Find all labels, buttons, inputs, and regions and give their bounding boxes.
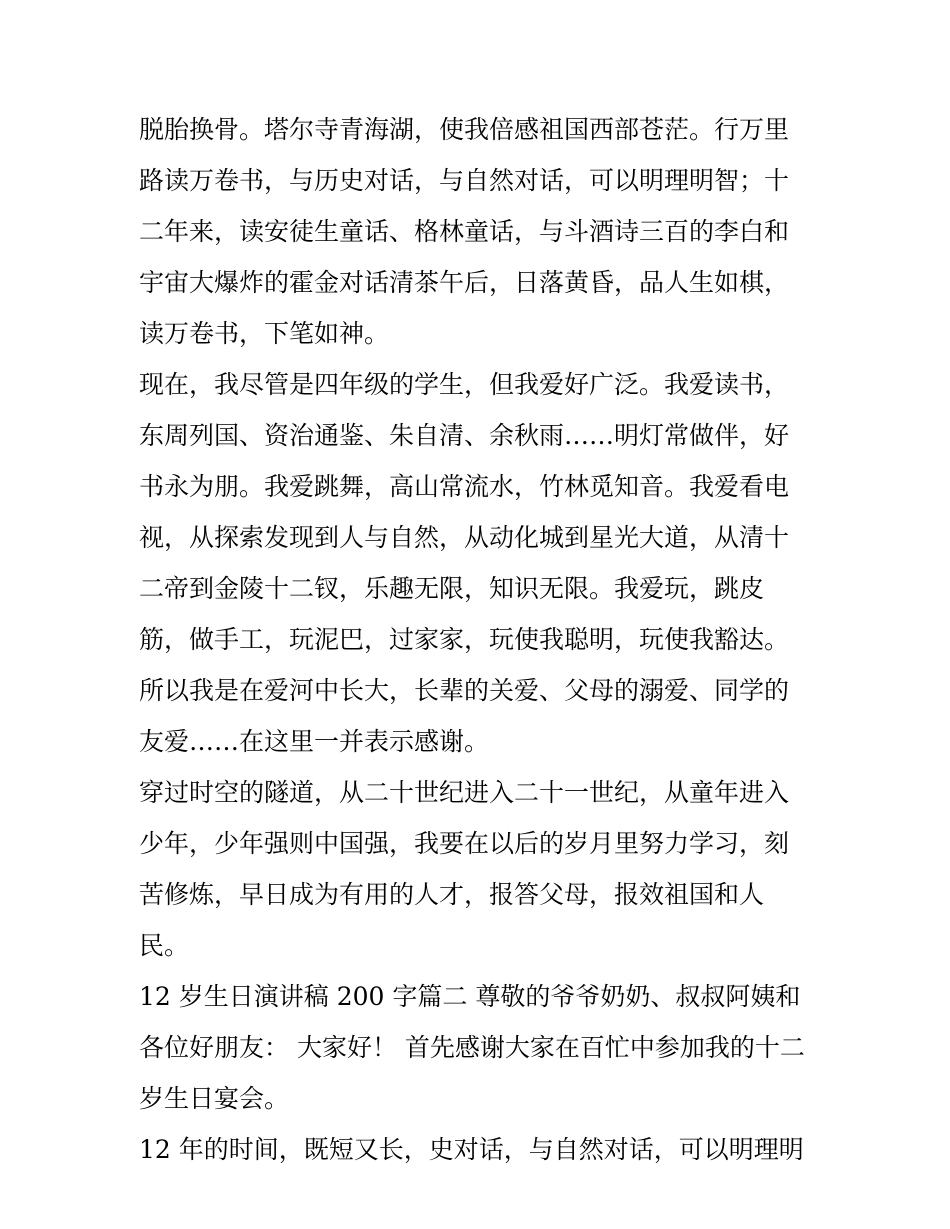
document-body xyxy=(139,104,811,1175)
paragraph-4: 穿过时空的隧道，从二十世纪进入二十一世纪，从童年进入少年，少年强则中国强，我要在以后的岁月里努力学习，刻苦修炼，早日成为有用的人才，报答父母，报效祖国和人民。 xyxy=(139,778,790,960)
paragraph-3: 所以我是在爱河中长大，长辈的关爱、父母的溺爱、同学的友爱……在这里一并表示感谢。 xyxy=(139,676,790,756)
paragraph-2: 现在，我尽管是四年级的学生，但我爱好广泛。我爱读书，东周列国、资治通鉴、朱自清、余秋雨……明灯常做伴，好书永为朋。我爱跳舞，高山常流水，竹林觅知音。我爱看电视，从探索发现到人与自然，从动化城到星光大道，从清十二帝到金陵十二钗，乐趣无限，知识无限。我爱玩，跳皮筋，做手工，玩泥巴，过家家，玩使我聪明，玩使我豁达。 xyxy=(139,370,790,654)
paragraph-6: 12 年的时间，既短又长，史对话，与自然对话，可以明理明 xyxy=(139,1135,804,1164)
paragraph-5: 12 岁生日演讲稿 200 字篇二 尊敬的爷爷奶奶、叔叔阿姨和各位好朋友： 大家好！ 首先感谢大家在百忙中参加我的十二岁生日宴会。 xyxy=(139,982,805,1113)
paragraph-1: 脱胎换骨。塔尔寺青海湖，使我倍感祖国西部苍茫。行万里路读万卷书，与历史对话，与自然对话，可以明理明智；十二年来，读安徒生童话、格林童话，与斗酒诗三百的李白和宇宙大爆炸的霍金对话清茶午后，日落黄昏，品人生如棋，读万卷书，下笔如神。 xyxy=(139,115,790,348)
